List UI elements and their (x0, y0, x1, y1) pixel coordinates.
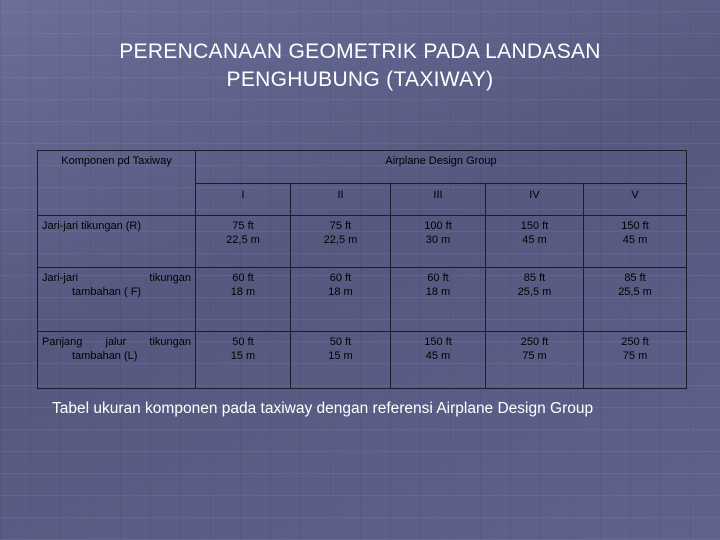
value-m: 75 m (622, 350, 648, 362)
group-cell: III (391, 184, 486, 216)
value-m: 45 m (425, 350, 451, 362)
table-row (38, 332, 687, 389)
value-ft: 85 ft (624, 272, 646, 284)
value-m: 15 m (328, 350, 353, 362)
value-m: 22,5 m (323, 234, 358, 246)
value-m: 75 m (522, 350, 547, 362)
value-ft: 75 ft (329, 220, 352, 232)
value-ft: 250 ft (621, 336, 649, 348)
value-cell (486, 332, 584, 389)
value-cell (196, 332, 291, 389)
value-cell (486, 216, 584, 268)
value-m: 25,5 m (517, 286, 552, 298)
header-row (38, 151, 687, 184)
value-cell (486, 268, 584, 332)
value-ft: 60 ft (329, 272, 352, 284)
table-row (38, 268, 687, 332)
value-m: 45 m (522, 234, 547, 246)
value-cell (291, 332, 391, 389)
value-cell (291, 216, 391, 268)
value-ft: 250 ft (520, 336, 549, 348)
group-cell: I (196, 184, 291, 216)
value-m: 18 m (328, 286, 353, 298)
value-m: 45 m (622, 234, 648, 246)
title-line-2: PENGHUBUNG (TAXIWAY) (226, 68, 494, 91)
value-ft: 60 ft (427, 272, 449, 284)
value-m: 18 m (230, 286, 256, 298)
value-ft: 60 ft (232, 272, 254, 284)
group-cell: II (291, 184, 391, 216)
value-cell (391, 268, 486, 332)
row-label-line-2: tambahan ( F) (72, 286, 142, 298)
component-header: Komponen pd Taxiway (38, 151, 196, 216)
value-ft: 100 ft (424, 220, 452, 232)
row-label-line-1: Jari-jari tikungan (42, 272, 191, 284)
value-ft: 150 ft (520, 220, 549, 232)
value-cell (584, 268, 687, 332)
value-ft: 85 ft (523, 272, 546, 284)
row-label (38, 268, 196, 332)
value-ft: 50 ft (232, 336, 254, 348)
row-label-line-1: Panjang jalur tikungan (42, 336, 191, 348)
value-cell (391, 332, 486, 389)
value-ft: 150 ft (424, 336, 452, 348)
group-cell: IV (486, 184, 584, 216)
table-caption: Tabel ukuran komponen pada taxiway dengan referensi Airplane Design Group (52, 400, 594, 417)
page-title (40, 38, 680, 94)
table-row (38, 216, 687, 268)
group-header: Airplane Design Group (196, 151, 687, 184)
value-m: 15 m (230, 350, 256, 362)
row-label (38, 332, 196, 389)
title-line-1: PERENCANAAN GEOMETRIK PADA LANDASAN (119, 40, 601, 63)
value-m: 30 m (425, 234, 451, 246)
value-cell (584, 216, 687, 268)
taxiway-table (37, 150, 687, 389)
value-m: 18 m (425, 286, 451, 298)
value-cell (391, 216, 486, 268)
row-label-line-2: tambahan (L) (72, 350, 138, 362)
value-ft: 150 ft (621, 220, 649, 232)
value-cell (196, 216, 291, 268)
row-label (38, 216, 196, 268)
value-cell (584, 332, 687, 389)
value-ft: 50 ft (329, 336, 352, 348)
value-m: 25,5 m (618, 286, 652, 298)
value-m: 22,5 m (226, 234, 260, 246)
value-cell (291, 268, 391, 332)
value-ft: 75 ft (232, 220, 254, 232)
group-cell: V (584, 184, 687, 216)
row-label-line-1: Jari-jari tikungan (R) (42, 220, 142, 232)
value-cell (196, 268, 291, 332)
